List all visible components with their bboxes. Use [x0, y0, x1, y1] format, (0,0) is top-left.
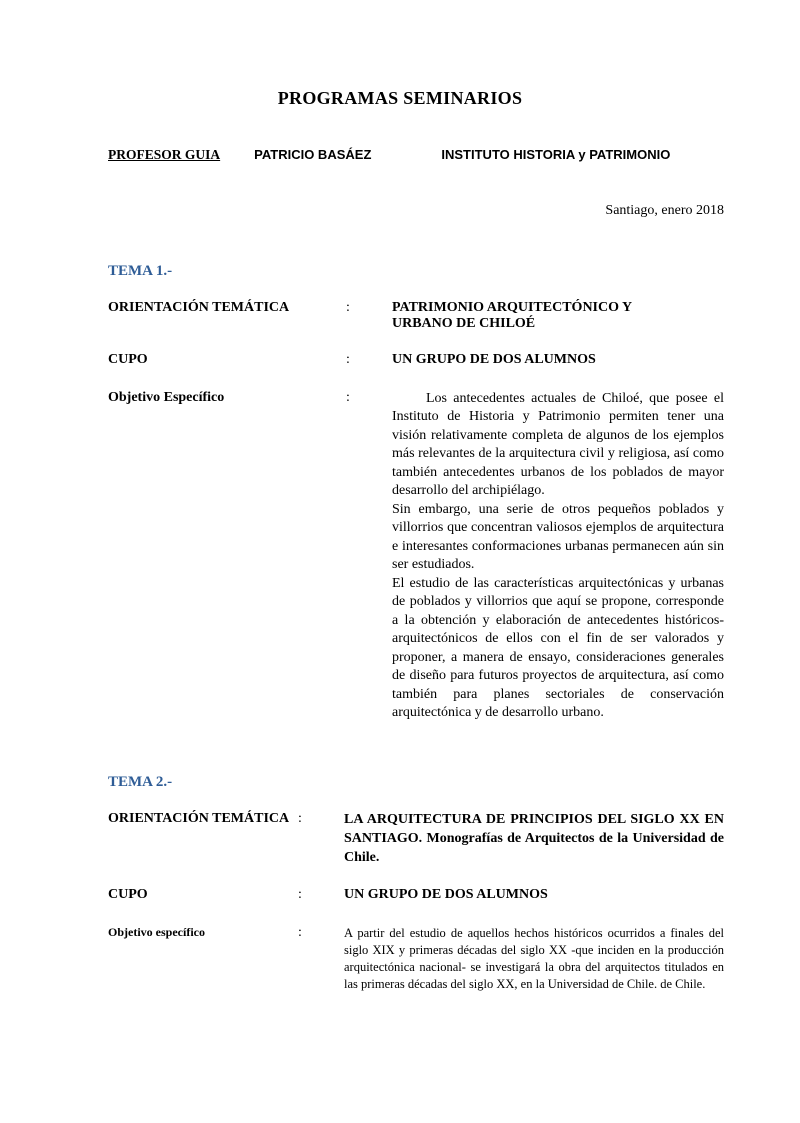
- topic-1-objective-colon: :: [346, 390, 350, 405]
- topic-1-cupo-colon: :: [346, 352, 350, 367]
- topic-1-orientation-colon: :: [346, 300, 350, 315]
- professor-guide-label: PROFESOR GUIA: [108, 147, 221, 162]
- page-title: PROGRAMAS SEMINARIOS: [277, 88, 523, 108]
- professor-name: PATRICIO BASÁEZ: [254, 147, 372, 162]
- topic-1-objective-row: [108, 390, 724, 722]
- topic-2-orientation-value: LA ARQUITECTURA DE PRINCIPIOS DEL SIGLO XX EN SANTIAGO. Monografías de Arquitectos de la Universidad de Chile.: [344, 812, 724, 865]
- topic-1-objective-value: [392, 390, 724, 722]
- document-header: [0, 147, 800, 163]
- topic-1-objective-paragraph-1: Los antecedentes actuales de Chiloé, que posee el Instituto de Historia y Patrimonio permiten tener una visión relativamente completa de algunos de los ejemplos más relevantes de la arquitectura civil y religiosa, así como también antecedentes urbanos de los poblados de mayor desarrollo del archipiélago.: [392, 391, 724, 499]
- topic-1-heading: TEMA 1.-: [108, 263, 173, 279]
- topic-2-cupo-value: UN GRUPO DE DOS ALUMNOS: [344, 887, 548, 903]
- topic-2-cupo-row: [108, 887, 724, 903]
- topic-2-objective-colon: :: [298, 925, 302, 941]
- institute-name: INSTITUTO HISTORIA y PATRIMONIO: [441, 147, 671, 162]
- topic-1-orientation-row: [108, 300, 724, 332]
- topic-1-orientation-value: [392, 300, 724, 332]
- topic-2-orientation-colon: :: [298, 811, 302, 827]
- place-and-date: Santiago, enero 2018: [605, 203, 724, 218]
- topic-2-objective-paragraph-1: A partir del estudio de aquellos hechos históricos ocurridos a finales del siglo XIX y primeras décadas del siglo XX -que inciden en la producción arquitectónica nacional- se investigará la obra del arquitectos titulados en las primeras décadas del siglo XX, en la Universidad de Chile. de Chile.: [344, 926, 724, 991]
- topic-1-orientation-value-line1: PATRIMONIO ARQUITECTÓNICO Y: [392, 300, 633, 315]
- topic-1-objective-paragraph-2: Sin embargo, una serie de otros pequeños poblados y villorrios que concentran valiosos ejemplos de arquitectura e interesantes conformaciones urbanas permanecen aún sin ser estudiados.: [392, 501, 724, 573]
- topic-1-cupo-row: [108, 352, 724, 368]
- topic-1-orientation-value-line2: URBANO DE CHILOÉ: [392, 316, 536, 331]
- topic-2-cupo-colon: :: [298, 887, 302, 903]
- topic-1-objective-paragraph-3: El estudio de las características arquitectónicas y urbanas de poblados y villorrios que aquí se propone, corresponde a la obtención y elaboración de antecedentes históricos-arquitectónicos de ellos con el fin de ser valorados y proponer, a manera de ensayo, consideraciones generales de diseño para futuros proyectos de arquitectura, así como también para planes sectoriales de conservación arquitectónica y de desarrollo urbano.: [392, 575, 724, 720]
- topic-2-orientation-row: [108, 811, 724, 867]
- topic-2-objective-value: [344, 925, 724, 993]
- topic-2-objective-label: Objetivo específico: [108, 925, 205, 940]
- topic-1-objective-label: Objetivo Específico: [108, 390, 225, 405]
- topic-1-orientation-label: ORIENTACIÓN TEMÁTICA: [108, 300, 290, 315]
- topic-2-orientation-label: ORIENTACIÓN TEMÁTICA: [108, 811, 290, 827]
- topic-1-cupo-label: CUPO: [108, 352, 148, 367]
- topic-2-cupo-label: CUPO: [108, 887, 148, 903]
- topic-2-objective-row: [108, 925, 724, 993]
- document-page: [0, 88, 800, 1123]
- topic-1-cupo-value: UN GRUPO DE DOS ALUMNOS: [392, 352, 596, 367]
- topic-2-heading: TEMA 2.-: [108, 774, 173, 791]
